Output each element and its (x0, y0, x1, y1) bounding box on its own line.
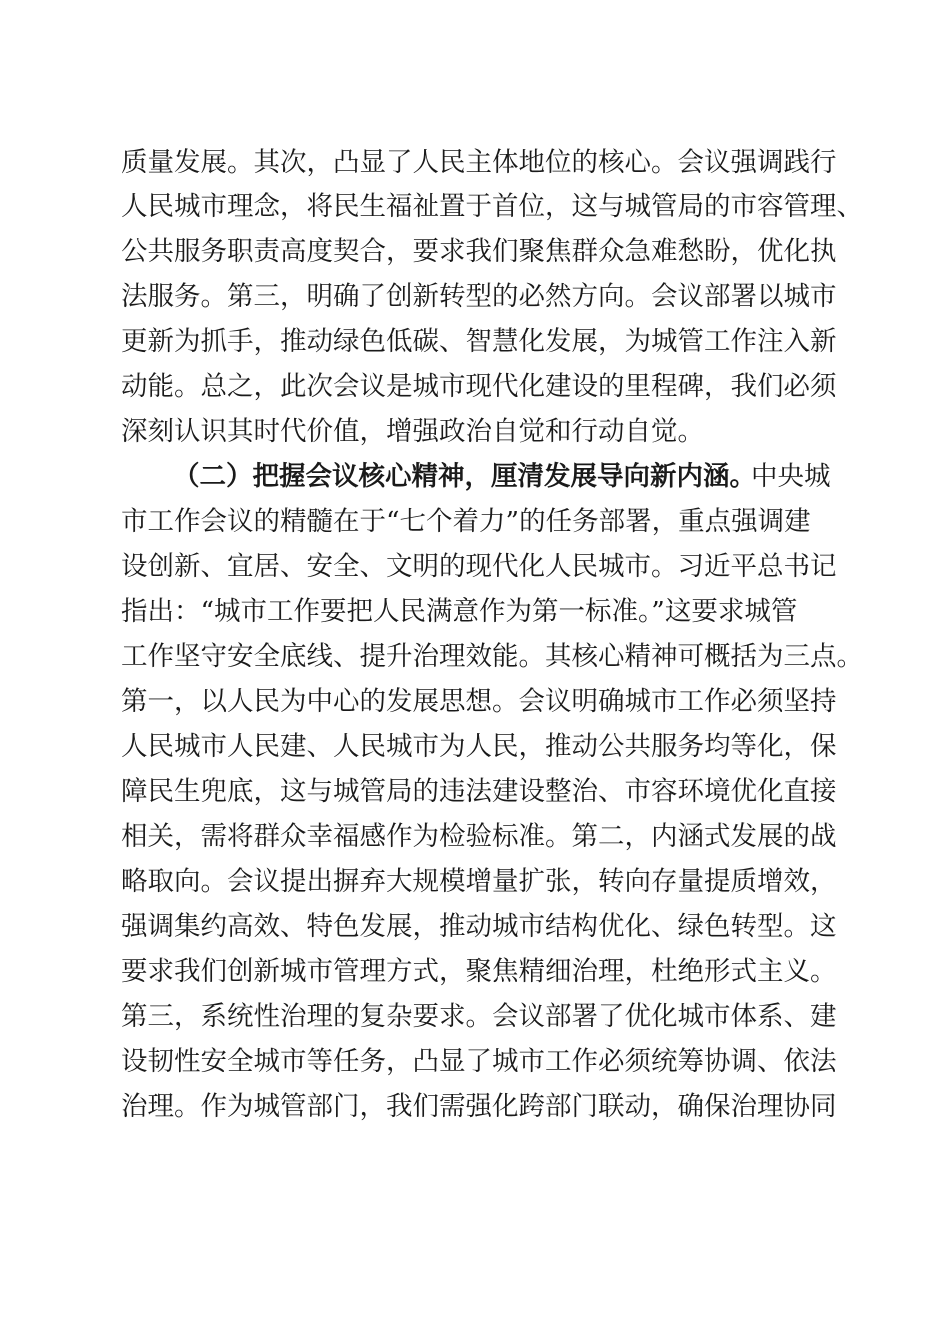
section-heading: （二）把握会议核心精神，厘清发展导向新内涵。 (173, 461, 756, 492)
text-line-21-content: 设韧性安全城市等任务，凸显了城市工作必须统筹协调、依法 (121, 1046, 837, 1077)
text-line-4-content: 法服务。第三，明确了创新转型的必然方向。会议部署以城市 (121, 281, 837, 312)
text-line-6-content: 动能。总之，此次会议是城市现代化建设的里程碑，我们必须 (121, 371, 837, 402)
text-line-20-content: 第三，系统性治理的复杂要求。会议部署了优化城市体系、建 (121, 1001, 837, 1032)
text-line-11 (0, 590, 950, 634)
text-line-9-content: 市工作会议的精髓在于“七个着力”的任务部署，重点强调建 (121, 506, 811, 537)
text-line-12 (0, 635, 950, 679)
text-line-11-content: 指出：“城市工作要把人民满意作为第一标准。”这要求城管 (121, 596, 798, 627)
section-heading-continuation: 中央城 (751, 461, 831, 492)
text-line-1 (0, 141, 950, 185)
text-line-5 (0, 320, 950, 364)
section-heading-line (0, 455, 950, 499)
text-line-13-content: 第一，以人民为中心的发展思想。会议明确城市工作必须坚持 (121, 686, 837, 717)
text-line-18 (0, 905, 950, 949)
text-line-22 (0, 1085, 950, 1129)
text-line-2-content: 人民城市理念，将民生福祉置于首位，这与城管局的市容管理、 (121, 191, 863, 222)
text-line-10-content: 设创新、宜居、安全、文明的现代化人民城市。习近平总书记 (121, 551, 837, 582)
text-line-19 (0, 950, 950, 994)
text-line-7 (0, 410, 950, 454)
text-line-21 (0, 1040, 950, 1084)
text-line-2 (0, 185, 950, 229)
text-line-14 (0, 725, 950, 769)
text-line-15 (0, 770, 950, 814)
text-line-12-content: 工作坚守安全底线、提升治理效能。其核心精神可概括为三点。 (121, 641, 863, 672)
text-line-17 (0, 860, 950, 904)
text-line-16-content: 相关，需将群众幸福感作为检验标准。第二，内涵式发展的战 (121, 821, 837, 852)
text-line-4 (0, 275, 950, 319)
text-line-1-content: 质量发展。其次，凸显了人民主体地位的核心。会议强调践行 (121, 147, 837, 178)
text-line-20 (0, 995, 950, 1039)
text-line-3 (0, 230, 950, 274)
text-line-3-content: 公共服务职责高度契合，要求我们聚焦群众急难愁盼，优化执 (121, 236, 837, 267)
text-line-7-content: 深刻认识其时代价值，增强政治自觉和行动自觉。 (121, 416, 704, 447)
text-line-22-content: 治理。作为城管部门，我们需强化跨部门联动，确保治理协同 (121, 1091, 837, 1122)
text-line-13 (0, 680, 950, 724)
text-line-18-content: 强调集约高效、特色发展，推动城市结构优化、绿色转型。这 (121, 911, 837, 942)
text-line-9 (0, 500, 950, 544)
text-line-17-content: 略取向。会议提出摒弃大规模增量扩张，转向存量提质增效， (121, 866, 837, 897)
text-line-5-content: 更新为抓手，推动绿色低碳、智慧化发展，为城管工作注入新 (121, 326, 837, 357)
text-line-14-content: 人民城市人民建、人民城市为人民，推动公共服务均等化，保 (121, 731, 837, 762)
text-line-10 (0, 545, 950, 589)
text-line-15-content: 障民生兜底，这与城管局的违法建设整治、市容环境优化直接 (121, 776, 837, 807)
text-line-16 (0, 815, 950, 859)
text-line-6 (0, 365, 950, 409)
text-line-19-content: 要求我们创新城市管理方式，聚焦精细治理，杜绝形式主义。 (121, 956, 837, 987)
